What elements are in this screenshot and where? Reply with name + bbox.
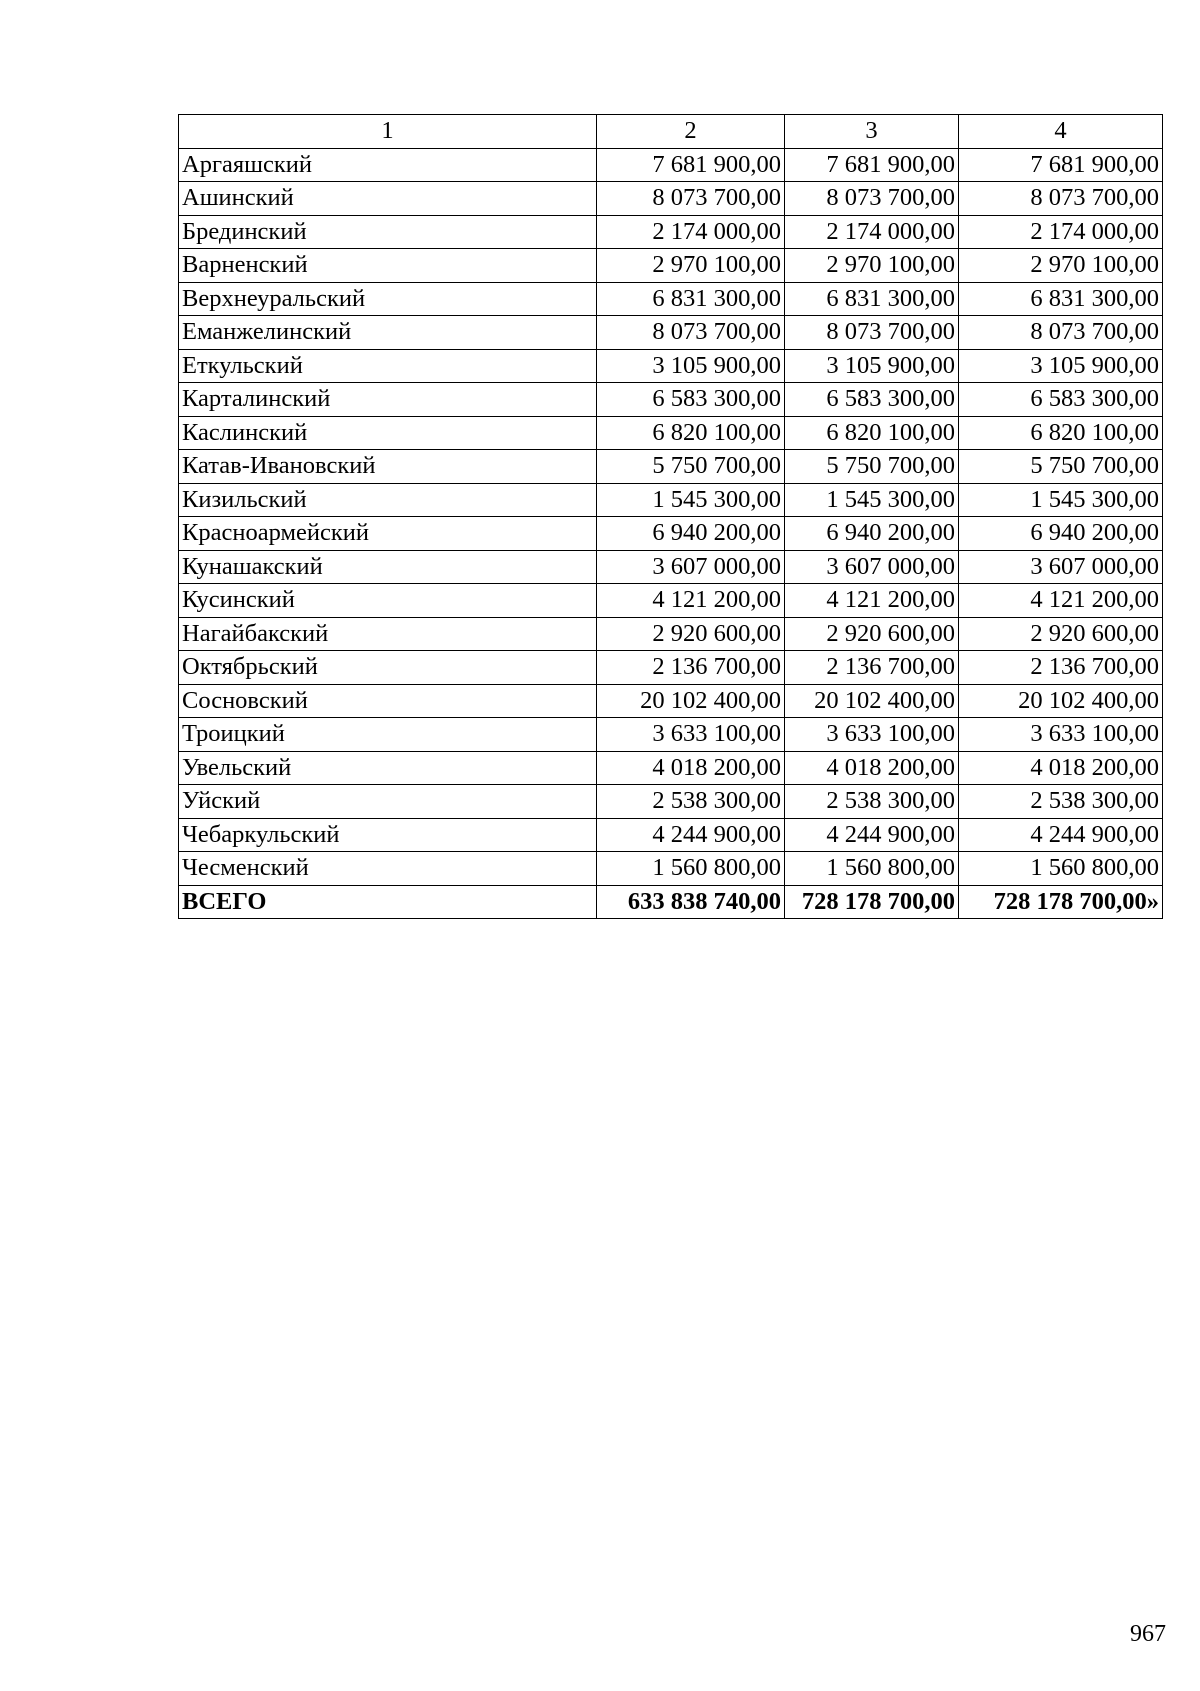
value-col-2-cell: 8 073 700,00 xyxy=(597,182,785,216)
header-col-3: 3 xyxy=(785,115,959,149)
value-col-3-cell: 6 940 200,00 xyxy=(785,517,959,551)
total-col-2-cell: 633 838 740,00 xyxy=(597,885,785,919)
value-col-4-cell: 5 750 700,00 xyxy=(959,450,1163,484)
value-col-3-cell: 20 102 400,00 xyxy=(785,684,959,718)
value-col-2-cell: 4 244 900,00 xyxy=(597,818,785,852)
district-name-cell: Троицкий xyxy=(179,718,597,752)
value-col-2-cell: 1 560 800,00 xyxy=(597,852,785,886)
table-row xyxy=(179,517,1163,551)
header-col-1: 1 xyxy=(179,115,597,149)
district-name-cell: Октябрьский xyxy=(179,651,597,685)
value-col-4-cell: 2 970 100,00 xyxy=(959,249,1163,283)
table-row xyxy=(179,684,1163,718)
value-col-2-cell: 3 633 100,00 xyxy=(597,718,785,752)
district-name-cell: Ашинский xyxy=(179,182,597,216)
value-col-4-cell: 4 244 900,00 xyxy=(959,818,1163,852)
value-col-4-cell: 3 607 000,00 xyxy=(959,550,1163,584)
district-name-cell: Увельский xyxy=(179,751,597,785)
table-row xyxy=(179,416,1163,450)
value-col-2-cell: 6 831 300,00 xyxy=(597,282,785,316)
value-col-2-cell: 2 136 700,00 xyxy=(597,651,785,685)
value-col-2-cell: 4 018 200,00 xyxy=(597,751,785,785)
district-name-cell: Кунашакский xyxy=(179,550,597,584)
value-col-2-cell: 5 750 700,00 xyxy=(597,450,785,484)
table-body xyxy=(179,148,1163,919)
value-col-4-cell: 7 681 900,00 xyxy=(959,148,1163,182)
value-col-2-cell: 1 545 300,00 xyxy=(597,483,785,517)
district-name-cell: Нагайбакский xyxy=(179,617,597,651)
table-row xyxy=(179,785,1163,819)
value-col-4-cell: 4 121 200,00 xyxy=(959,584,1163,618)
value-col-2-cell: 2 174 000,00 xyxy=(597,215,785,249)
header-row xyxy=(179,115,1163,149)
value-col-2-cell: 20 102 400,00 xyxy=(597,684,785,718)
district-name-cell: Красноармейский xyxy=(179,517,597,551)
value-col-3-cell: 3 633 100,00 xyxy=(785,718,959,752)
value-col-2-cell: 6 940 200,00 xyxy=(597,517,785,551)
district-name-cell: Карталинский xyxy=(179,383,597,417)
value-col-3-cell: 2 920 600,00 xyxy=(785,617,959,651)
table-row xyxy=(179,148,1163,182)
value-col-4-cell: 2 538 300,00 xyxy=(959,785,1163,819)
district-name-cell: Еткульский xyxy=(179,349,597,383)
value-col-4-cell: 1 560 800,00 xyxy=(959,852,1163,886)
total-label-cell: ВСЕГО xyxy=(179,885,597,919)
value-col-3-cell: 3 607 000,00 xyxy=(785,550,959,584)
value-col-4-cell: 6 820 100,00 xyxy=(959,416,1163,450)
table-row xyxy=(179,651,1163,685)
table-row xyxy=(179,282,1163,316)
total-row xyxy=(179,885,1163,919)
value-col-2-cell: 6 820 100,00 xyxy=(597,416,785,450)
value-col-3-cell: 4 244 900,00 xyxy=(785,818,959,852)
value-col-3-cell: 1 545 300,00 xyxy=(785,483,959,517)
value-col-4-cell: 4 018 200,00 xyxy=(959,751,1163,785)
value-col-4-cell: 6 831 300,00 xyxy=(959,282,1163,316)
value-col-4-cell: 2 136 700,00 xyxy=(959,651,1163,685)
value-col-3-cell: 3 105 900,00 xyxy=(785,349,959,383)
value-col-3-cell: 7 681 900,00 xyxy=(785,148,959,182)
value-col-3-cell: 6 831 300,00 xyxy=(785,282,959,316)
district-name-cell: Уйский xyxy=(179,785,597,819)
value-col-4-cell: 3 105 900,00 xyxy=(959,349,1163,383)
value-col-3-cell: 4 018 200,00 xyxy=(785,751,959,785)
value-col-3-cell: 8 073 700,00 xyxy=(785,316,959,350)
table-row xyxy=(179,249,1163,283)
value-col-3-cell: 4 121 200,00 xyxy=(785,584,959,618)
value-col-3-cell: 1 560 800,00 xyxy=(785,852,959,886)
table-row xyxy=(179,751,1163,785)
district-name-cell: Катав-Ивановский xyxy=(179,450,597,484)
value-col-4-cell: 6 940 200,00 xyxy=(959,517,1163,551)
value-col-3-cell: 5 750 700,00 xyxy=(785,450,959,484)
table-row xyxy=(179,182,1163,216)
district-name-cell: Аргаяшский xyxy=(179,148,597,182)
table-row xyxy=(179,215,1163,249)
table-row xyxy=(179,550,1163,584)
table-row xyxy=(179,852,1163,886)
district-name-cell: Каслинский xyxy=(179,416,597,450)
table-row xyxy=(179,483,1163,517)
value-col-2-cell: 3 607 000,00 xyxy=(597,550,785,584)
table-row xyxy=(179,450,1163,484)
district-name-cell: Варненский xyxy=(179,249,597,283)
district-name-cell: Брединский xyxy=(179,215,597,249)
table-row xyxy=(179,349,1163,383)
value-col-3-cell: 6 820 100,00 xyxy=(785,416,959,450)
value-col-4-cell: 2 920 600,00 xyxy=(959,617,1163,651)
table-row xyxy=(179,718,1163,752)
district-name-cell: Чесменский xyxy=(179,852,597,886)
table-row xyxy=(179,383,1163,417)
value-col-2-cell: 2 970 100,00 xyxy=(597,249,785,283)
value-col-3-cell: 2 174 000,00 xyxy=(785,215,959,249)
value-col-2-cell: 2 920 600,00 xyxy=(597,617,785,651)
page-number: 967 xyxy=(1130,1621,1166,1647)
value-col-4-cell: 3 633 100,00 xyxy=(959,718,1163,752)
table-header xyxy=(179,115,1163,149)
total-col-4-cell: 728 178 700,00» xyxy=(959,885,1163,919)
value-col-2-cell: 6 583 300,00 xyxy=(597,383,785,417)
value-col-4-cell: 2 174 000,00 xyxy=(959,215,1163,249)
value-col-3-cell: 2 136 700,00 xyxy=(785,651,959,685)
value-col-3-cell: 2 538 300,00 xyxy=(785,785,959,819)
table-row xyxy=(179,316,1163,350)
table-row xyxy=(179,584,1163,618)
district-name-cell: Верхнеуральский xyxy=(179,282,597,316)
value-col-3-cell: 8 073 700,00 xyxy=(785,182,959,216)
value-col-2-cell: 4 121 200,00 xyxy=(597,584,785,618)
budget-table xyxy=(178,114,1163,919)
value-col-4-cell: 8 073 700,00 xyxy=(959,182,1163,216)
table-row xyxy=(179,818,1163,852)
value-col-2-cell: 3 105 900,00 xyxy=(597,349,785,383)
district-name-cell: Сосновский xyxy=(179,684,597,718)
value-col-2-cell: 7 681 900,00 xyxy=(597,148,785,182)
district-name-cell: Кусинский xyxy=(179,584,597,618)
value-col-3-cell: 2 970 100,00 xyxy=(785,249,959,283)
value-col-2-cell: 8 073 700,00 xyxy=(597,316,785,350)
table-row xyxy=(179,617,1163,651)
value-col-3-cell: 6 583 300,00 xyxy=(785,383,959,417)
header-col-2: 2 xyxy=(597,115,785,149)
total-col-3-cell: 728 178 700,00 xyxy=(785,885,959,919)
district-name-cell: Кизильский xyxy=(179,483,597,517)
header-col-4: 4 xyxy=(959,115,1163,149)
value-col-4-cell: 8 073 700,00 xyxy=(959,316,1163,350)
value-col-4-cell: 20 102 400,00 xyxy=(959,684,1163,718)
district-name-cell: Чебаркульский xyxy=(179,818,597,852)
value-col-4-cell: 6 583 300,00 xyxy=(959,383,1163,417)
value-col-2-cell: 2 538 300,00 xyxy=(597,785,785,819)
district-name-cell: Еманжелинский xyxy=(179,316,597,350)
value-col-4-cell: 1 545 300,00 xyxy=(959,483,1163,517)
